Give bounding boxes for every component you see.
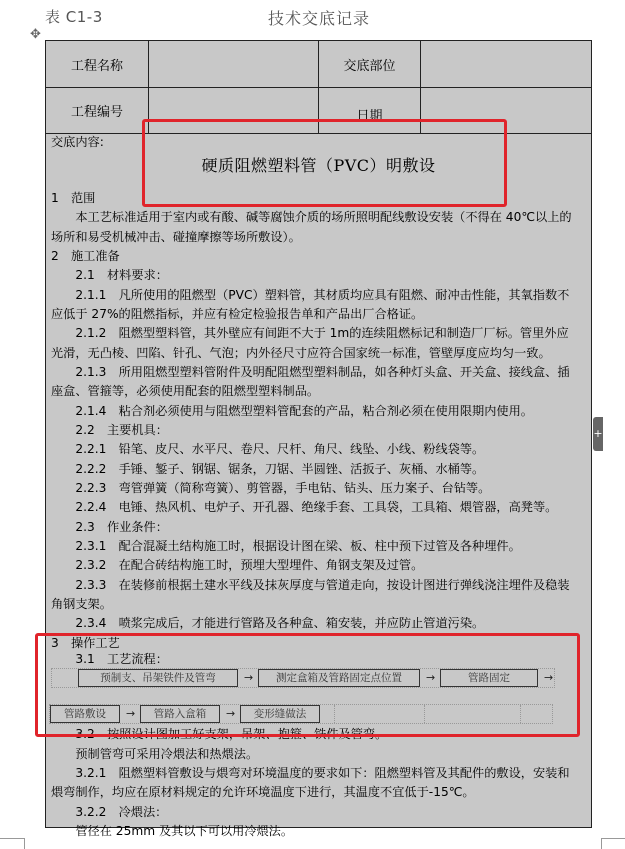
text-line: 2 施工准备 [51,249,120,263]
highlight-box-subject [142,119,507,207]
text-line: 2.3.2 在配合砖结构施工时，预埋大型埋件、角钢支架及过管。 [51,558,424,572]
text-line: 2.2.1 铅笔、皮尺、水平尺、卷尺、尺杆、角尺、线坠、小线、粉线袋等。 [51,442,485,456]
label-date: 日期 [319,88,421,133]
label-disclosure-location: 交底部位 [319,41,421,87]
flow-step-measure-positions: 测定盒箱及管路固定点位置 [258,669,420,687]
disclosure-location-field[interactable] [421,41,593,87]
text-line: 2.1.2 阻燃型塑料管，其外壁应有间距不大于 1m的连续阻燃标记和制造厂厂标。管里外应 [51,326,569,340]
label-project-number: 工程编号 [46,88,149,133]
text-line: 预制管弯可采用冷煨法和热煨法。 [51,747,259,761]
flow-arrow-icon: → [244,671,254,684]
text-line: 2.2.2 手锤、錾子、钢锯、锯条，刀锯、半圆锉、活扳子、灰桶、水桶等。 [51,462,485,476]
form-number: 表 C1-3 [45,8,103,26]
flow-arrow-icon: → [226,707,236,720]
text-line: 管径在 25mm 及其以下可以用冷煨法。 [51,824,294,838]
text-line: 2.2 主要机具： [51,423,168,437]
project-name-field[interactable] [149,41,319,87]
text-line: 2.1.3 所用阻燃型塑料管附件及明配阻燃型塑料制品，如各种灯头盒、开关盒、接线盒、插 [51,365,570,379]
text-line: 1 范围 [51,191,96,205]
document-title: 技术交底记录 [268,9,371,28]
highlight-box-process-flow [35,633,580,737]
text-line: 本工艺标准适用于室内或有酸、碱等腐蚀介质的场所照明配线敷设安装（不得在 40℃以上的 [51,210,572,224]
text-line: 光滑，无凸棱、凹陷、针孔、气泡；内外径尺寸应符合国家统一标准，管壁厚度应均匀一致。 [51,346,551,360]
text-line: 3.2.1 阻燃塑料管敷设与煨弯对环境温度的要求如下：阻燃塑料管及其配件的敷设，安装和 [51,766,570,780]
text-line: 3 操作工艺 [51,636,120,650]
text-line: 2.1 材料要求： [51,268,168,282]
text-line: 3.2 按照设计图加工好支架，吊架、抱箍、铁件及管弯。 [51,727,388,741]
side-expand-tab[interactable]: + [593,417,603,451]
table-move-handle-icon[interactable]: ✥ [30,27,41,42]
page-corner-mark [0,838,25,849]
text-line: 3.1 工艺流程： [51,652,168,666]
text-line: 2.1.4 粘合剂必须使用与阻燃型塑料管配套的产品，粘合剂必须在使用限期内使用。 [51,404,533,418]
flow-step-expansion-joint: 变形缝做法 [240,705,320,723]
text-line: 3.2.2 冷煨法： [51,805,168,819]
flow-arrow-icon: → [126,707,136,720]
flow-step-pipe-laying: 管路敷设 [50,705,120,723]
text-line: 2.3.3 在装修前根据土建水平线及抹灰厚度与管道走向，按设计图进行弹线浇注埋件及稳装 [51,578,570,592]
text-line: 2.3 作业条件： [51,520,168,534]
content-label: 交底内容: [51,135,104,149]
text-line: 角钢支架。 [51,597,112,611]
flow-step-pipe-fixing: 管路固定 [440,669,538,687]
text-line: 煨弯制作，均应在原材料规定的允许环境温度下进行，其温度不宜低于-15℃。 [51,785,475,799]
flow-step-pipe-into-box: 管路入盒箱 [140,705,220,723]
text-line: 座盒、管箍等，必须使用配套的阻燃型塑料制品。 [51,384,320,398]
text-line: 2.1.1 凡所使用的阻燃型（PVC）塑料管，其材质均应具有阻燃、耐冲击性能，其氧指数不 [51,288,570,302]
text-line: 2.3.1 配合混凝土结构施工时，根据设计图在梁、板、柱中预下过管及各种埋件。 [51,539,521,553]
flow-arrow-icon: → [544,671,554,684]
label-project-name: 工程名称 [46,41,149,87]
text-line: 应低于 27%的阻燃指标，并应有检定检验报告单和产品出厂合格证。 [51,307,424,321]
flow-step-prefab-brackets: 预制支、吊架铁件及管弯 [78,669,238,687]
text-line: 2.2.4 电锤、热风机、电炉子、开孔器、绝缘手套、工具袋，工具箱、煨管器，高凳等。 [51,500,558,514]
flow-arrow-icon: → [426,671,436,684]
subject-heading: 硬质阻燃塑料管（PVC）明敷设 [201,156,436,175]
info-row-1 [46,41,591,88]
text-line: 2.3.4 喷浆完成后，才能进行管路及各种盒、箱安装，并应防止管道污染。 [51,616,485,630]
page-corner-mark [601,838,625,849]
text-line: 2.2.3 弯管弹簧（简称弯簧）、剪管器，手电钻、钻头、压力案子、台钻等。 [51,481,491,495]
text-line: 场所和易受机械冲击、碰撞摩擦等场所敷设）。 [51,230,301,244]
